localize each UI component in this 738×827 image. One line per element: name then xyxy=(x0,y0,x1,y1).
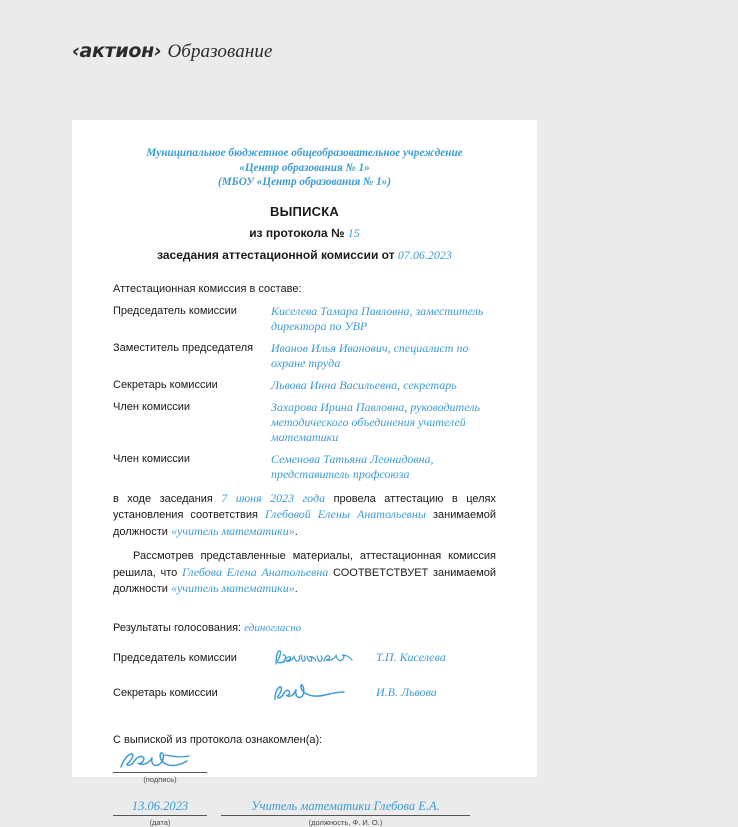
acknowledgement-position-value: Учитель математики Глебова Е.А. xyxy=(251,798,440,813)
paragraph-decision xyxy=(113,549,496,598)
protocol-label: из протокола № xyxy=(249,225,345,240)
member-value: Киселева Тамара Павловна, заместитель директора по УВР xyxy=(271,303,484,333)
paragraph-attestation xyxy=(113,491,496,541)
member-row xyxy=(113,341,496,371)
p2-part2: СООТВЕТСТВУЕТ занимаемой должности xyxy=(113,566,496,595)
acknowledgement-left-column xyxy=(113,750,207,827)
p1-part3: занимаемой должности xyxy=(113,509,496,538)
position-caption: (должность, Ф. И. О.) xyxy=(308,817,383,827)
person-nominative: Глебова Елена Анатольевна xyxy=(182,564,329,579)
brand-logo xyxy=(72,40,273,63)
signature-kiseleva-icon xyxy=(271,646,376,670)
brand-mark: ‹актион› xyxy=(72,40,162,62)
signature-name: Т.П. Киселева xyxy=(376,650,446,664)
member-label: Член комиссии xyxy=(113,400,191,413)
acknowledgement-block xyxy=(113,734,496,827)
signature-glebova-icon xyxy=(113,750,207,772)
acknowledgement-fields xyxy=(113,750,496,827)
acknowledgement-signature-field xyxy=(113,750,207,784)
member-label: Председатель комиссии xyxy=(113,304,237,317)
signature-caption: (подпись) xyxy=(143,774,177,784)
organization-line-1: Муниципальное бюджетное общеобразовательное учреждение xyxy=(146,147,463,159)
vote-value: единогласно xyxy=(244,621,302,634)
meeting-line xyxy=(113,248,496,263)
signature-rule xyxy=(113,772,207,773)
p2-part3: . xyxy=(294,583,298,595)
signature-label: Секретарь комиссии xyxy=(113,686,218,699)
commission-intro: Аттестационная комиссия в составе: xyxy=(113,282,302,295)
member-label: Секретарь комиссии xyxy=(113,378,218,391)
protocol-number: 15 xyxy=(347,225,360,240)
position-quoted: «учитель математики» xyxy=(171,581,295,595)
member-row xyxy=(113,400,496,445)
session-date: 7 июня 2023 года xyxy=(221,490,326,505)
commission-members xyxy=(113,304,496,482)
member-value: Захарова Ирина Павловна, руководитель методического объединения учителей математики xyxy=(271,399,480,444)
member-label: Член комиссии xyxy=(113,452,191,465)
vote-result xyxy=(113,622,496,634)
signature-row-secretary xyxy=(113,682,496,704)
member-value: Львова Инна Васильевна, секретарь xyxy=(271,377,457,392)
acknowledgement-date-field xyxy=(113,793,207,827)
position-rule xyxy=(221,815,470,816)
p2-part1: Рассмотрев представленные материалы, аттестационная комиссия решила, что xyxy=(113,550,496,579)
signature-row-chairman xyxy=(113,647,496,669)
organization-line-2: «Центр образования № 1» xyxy=(239,161,370,174)
acknowledgement-position-field xyxy=(221,793,470,827)
vote-label: Результаты голосования: xyxy=(113,621,242,634)
signature-lvova-icon xyxy=(271,681,376,705)
organization-line-3: (МБОУ «Центр образования № 1») xyxy=(218,176,391,188)
protocol-line xyxy=(113,226,496,241)
acknowledgement-date-value: 13.06.2023 xyxy=(131,798,189,813)
member-row xyxy=(113,304,496,334)
member-row xyxy=(113,452,496,482)
document-title: ВЫПИСКА xyxy=(270,203,339,219)
member-value: Семенова Татьяна Леонидовна, представитель профсоюза xyxy=(271,451,434,481)
date-rule xyxy=(113,815,207,816)
date-caption: (дата) xyxy=(149,817,171,827)
member-label: Заместитель председателя xyxy=(113,341,254,354)
member-value: Иванов Илья Иванович, специалист по охране труда xyxy=(271,340,469,370)
signature-label: Председатель комиссии xyxy=(113,651,237,664)
signature-name: И.В. Львова xyxy=(376,685,437,699)
acknowledgement-title: С выпиской из протокола ознакомлен(а): xyxy=(113,733,323,746)
position-quoted: «учитель математики» xyxy=(171,523,295,538)
meeting-label: заседания аттестационной комиссии от xyxy=(157,247,395,262)
document-sheet xyxy=(72,120,537,827)
meeting-date: 07.06.2023 xyxy=(397,247,452,262)
brand-word: Образование xyxy=(167,41,273,62)
title-block xyxy=(113,204,496,263)
member-row xyxy=(113,378,496,393)
p1-part1: в ходе заседания xyxy=(113,492,222,505)
organization-heading xyxy=(113,146,496,190)
p1-part4: . xyxy=(294,525,298,538)
person-genitive: Глебовой Елены Анатольевны xyxy=(264,507,426,521)
p1-part2: провела аттестацию в целях установления соответствия xyxy=(113,492,496,521)
